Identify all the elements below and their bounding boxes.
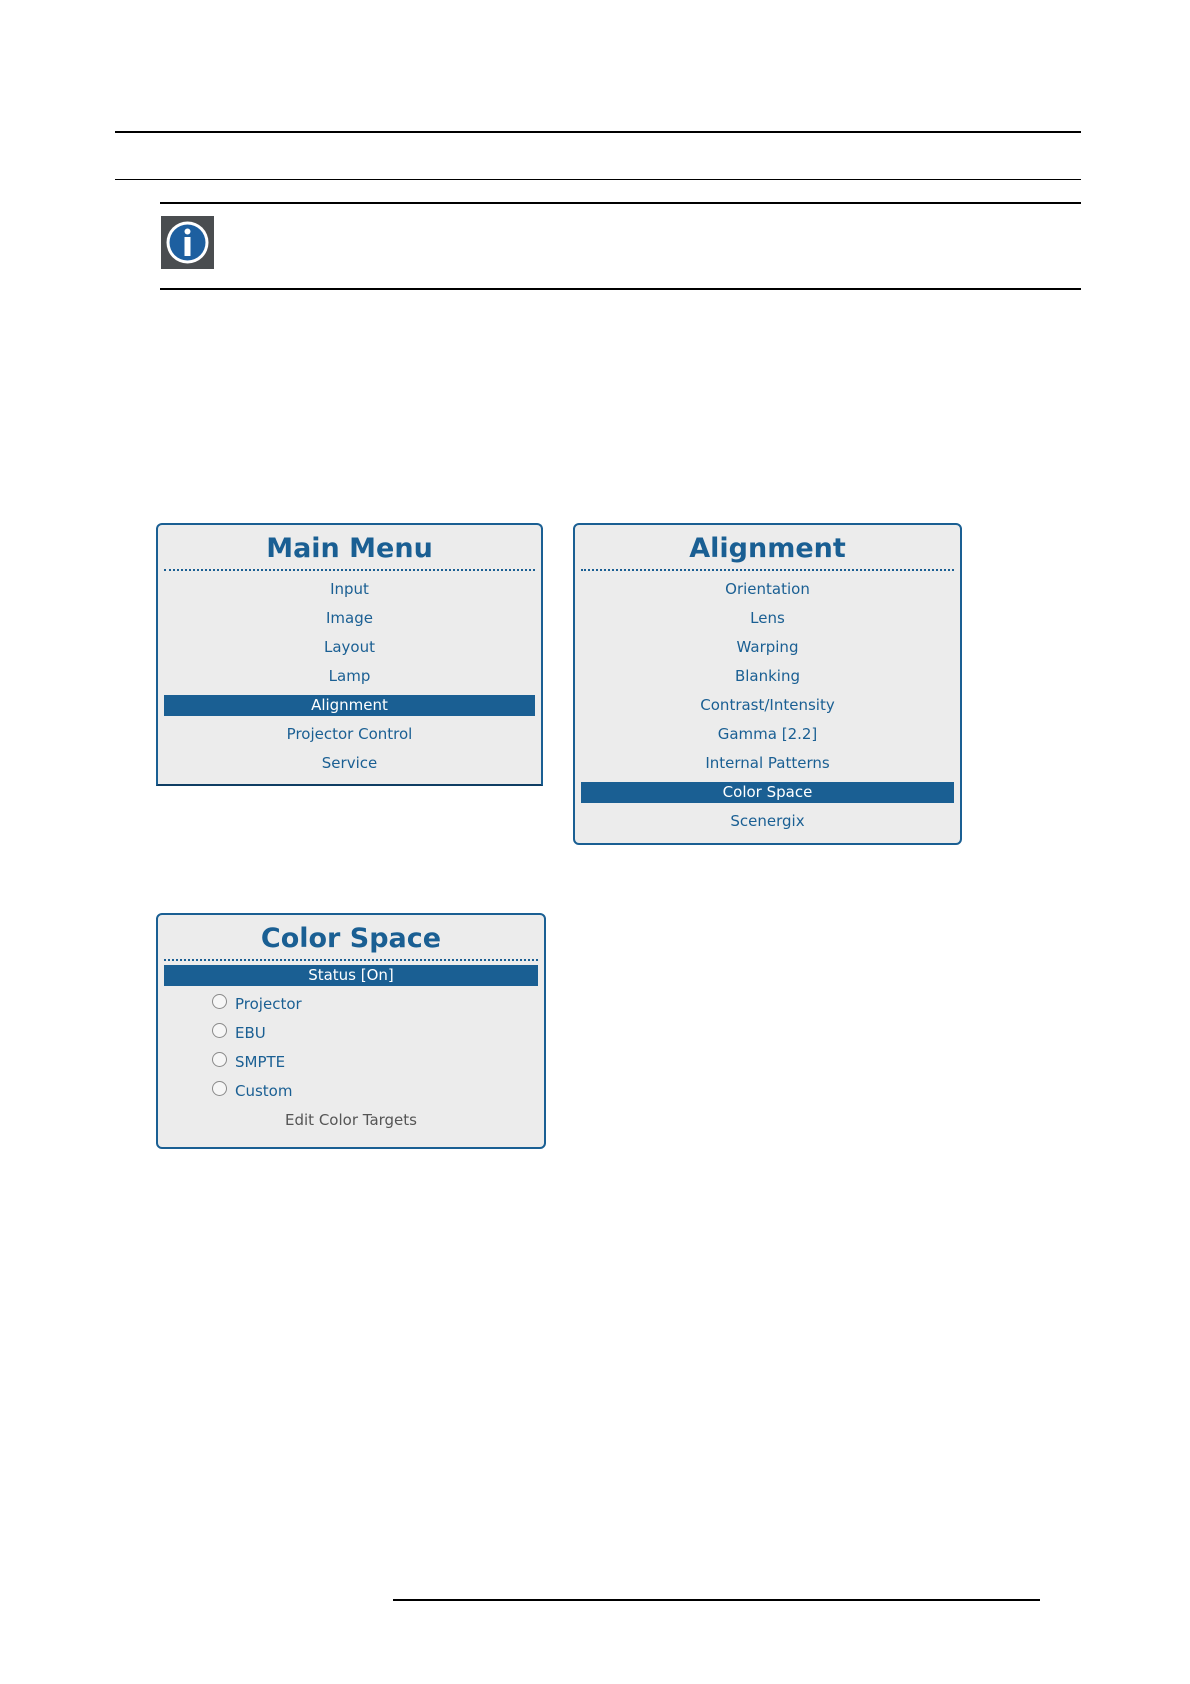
radio-option-custom[interactable] [164,1077,538,1106]
radio-option-ebu[interactable] [164,1019,538,1048]
menu-item-internal-patterns[interactable]: Internal Patterns [705,754,830,772]
menu-item-blanking[interactable]: Blanking [734,667,801,685]
note-rule-top [160,202,1081,204]
menu-item-input[interactable]: Input [330,580,369,598]
info-icon [161,216,214,269]
color-space-menu-title: Color Space [260,923,442,954]
edit-color-targets-item: Edit Color Targets [285,1111,417,1129]
footer-rule [393,1599,1040,1601]
menu-item-lamp[interactable]: Lamp [328,667,371,685]
radio-button[interactable] [212,1052,227,1067]
menu-item-projector-control[interactable]: Projector Control [286,725,413,743]
menu-item-lens[interactable]: Lens [750,609,785,627]
status-toggle[interactable]: Status [On] [164,965,538,986]
header-rule-bottom [115,179,1081,180]
radio-label: SMPTE [235,1053,286,1071]
radio-label: EBU [235,1024,266,1042]
color-space-menu-panel [156,913,546,1149]
alignment-menu-panel [573,523,962,845]
menu-item-image[interactable]: Image [326,609,373,627]
title-separator [164,569,535,571]
title-separator [164,959,538,961]
menu-item-scenergix[interactable]: Scenergix [730,812,805,830]
radio-button[interactable] [212,1023,227,1038]
menu-item-gamma[interactable]: Gamma [2.2] [717,725,818,743]
radio-button[interactable] [212,994,227,1009]
menu-item-orientation[interactable]: Orientation [725,580,810,598]
note-rule-bottom [160,288,1081,290]
menu-item-warping[interactable]: Warping [736,638,799,656]
menu-item-service[interactable]: Service [321,754,378,772]
main-menu-title: Main Menu [266,533,433,564]
radio-option-smpte[interactable] [164,1048,538,1077]
menu-item-layout[interactable]: Layout [324,638,375,656]
menu-item-contrast-intensity[interactable]: Contrast/Intensity [700,696,835,714]
alignment-menu-title: Alignment [689,533,846,564]
menu-item-alignment[interactable]: Alignment [164,695,535,716]
radio-button[interactable] [212,1081,227,1096]
menu-item-color-space[interactable]: Color Space [581,782,954,803]
radio-option-projector[interactable] [164,990,538,1019]
radio-label: Custom [235,1082,293,1100]
title-separator [581,569,954,571]
header-rule-top [115,131,1081,133]
radio-label: Projector [235,995,302,1013]
main-menu-panel [156,523,543,786]
